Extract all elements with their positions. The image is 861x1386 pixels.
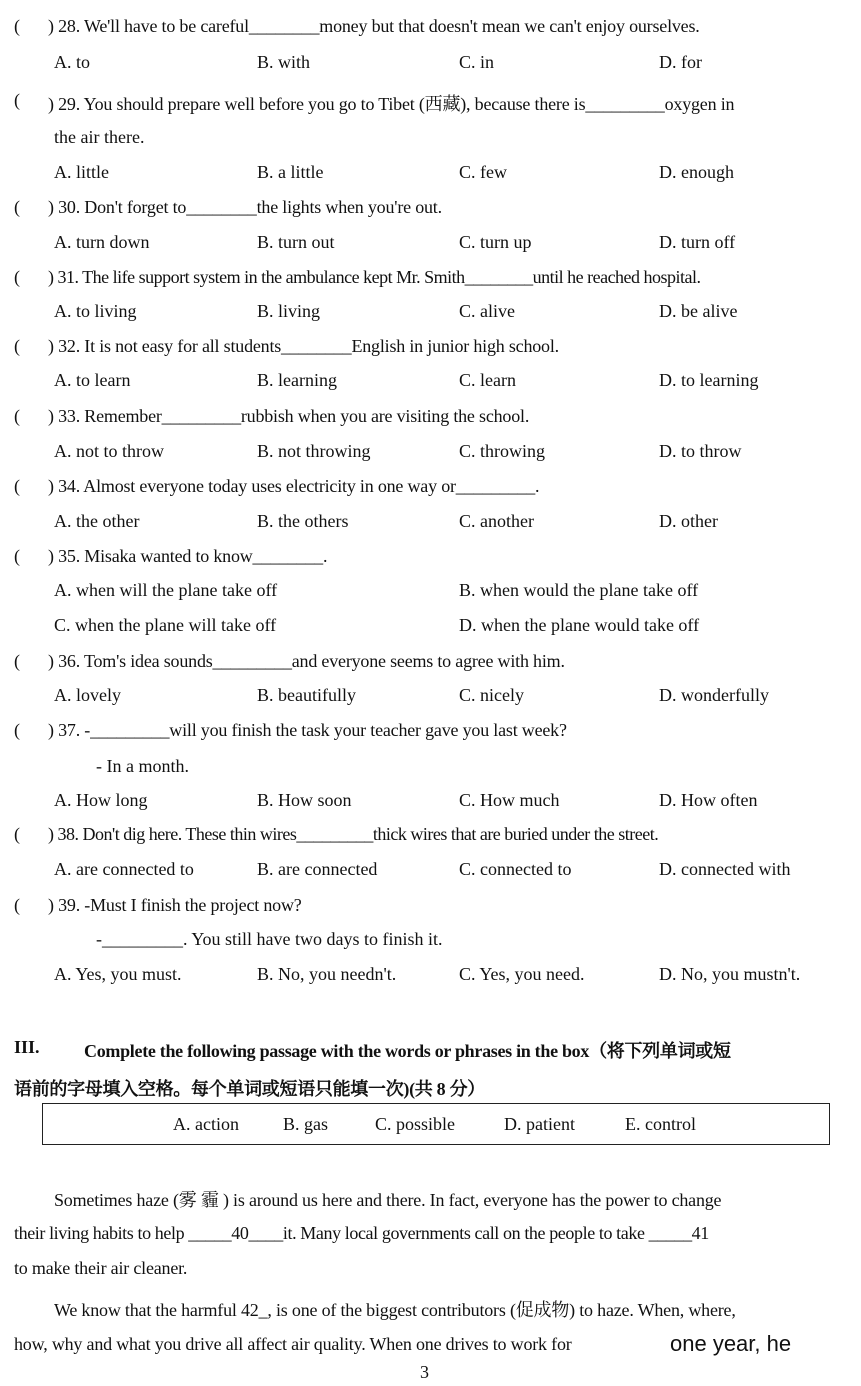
q37-option-c: C. How much [459,790,560,810]
q31-option-d: D. be alive [659,301,738,321]
q32-option-a: A. to learn [54,370,131,390]
q30-option-d: D. turn off [659,232,736,252]
q35-option-c: C. when the plane will take off [54,615,277,635]
passage-line: how, why and what you drive all affect air quality. When one drives to work for [14,1334,572,1354]
passage-line: We know that the harmful 42_, is one of the biggest contributors (促成物) to haze. When, where, [54,1300,736,1320]
question-38-stem: ) 38. Don't dig here. These thin wires_________thick wires that are buried under the street. [48,824,659,844]
word-box-item: D. patient [504,1114,575,1134]
question-32-stem: ) 32. It is not easy for all students________English in junior high school. [48,336,559,356]
question-31-stem: ) 31. The life support system in the ambulance kept Mr. Smith________until he reached hospital. [48,267,701,287]
question-39-stem-cont: -_________. You still have two days to finish it. [96,929,443,949]
answer-paren: ( [14,267,20,287]
question-28-stem: ) 28. We'll have to be careful________money but that doesn't mean we can't enjoy ourselves. [48,16,700,36]
answer-paren: ( [14,406,20,426]
q39-option-a: A. Yes, you must. [54,964,182,984]
question-39-stem: ) 39. -Must I finish the project now? [48,895,302,915]
q28-option-c: C. in [459,52,495,72]
q29-option-c: C. few [459,162,507,182]
question-30-stem: ) 30. Don't forget to________the lights when you're out. [48,197,442,217]
q30-option-c: C. turn up [459,232,532,252]
q39-option-b: B. No, you needn't. [257,964,397,984]
question-37-stem-cont: - In a month. [96,756,189,776]
question-29-stem-cont: the air there. [54,127,145,147]
q34-option-b: B. the others [257,511,349,531]
q37-option-b: B. How soon [257,790,352,810]
answer-paren: ( [14,720,20,740]
q30-option-a: A. turn down [54,232,150,252]
question-36-stem: ) 36. Tom's idea sounds_________and everyone seems to agree with him. [48,651,565,671]
q31-option-c: C. alive [459,301,515,321]
q39-option-c: C. Yes, you need. [459,964,585,984]
q29-option-d: D. enough [659,162,734,182]
q33-option-c: C. throwing [459,441,546,461]
passage-line: to make their air cleaner. [14,1258,188,1278]
q38-option-b: B. are connected [257,859,378,879]
q36-option-d: D. wonderfully [659,685,769,705]
q28-option-d: D. for [659,52,702,72]
q33-option-b: B. not throwing [257,441,371,461]
passage-line: Sometimes haze (雾 霾 ) is around us here and there. In fact, everyone has the power to change [54,1190,722,1210]
word-box [42,1103,830,1145]
q28-option-b: B. with [257,52,311,72]
q29-option-b: B. a little [257,162,324,182]
q33-option-a: A. not to throw [54,441,164,461]
q34-option-c: C. another [459,511,534,531]
question-37-stem: ) 37. -_________will you finish the task your teacher gave you last week? [48,720,567,740]
q29-option-a: A. little [54,162,109,182]
q34-option-d: D. other [659,511,718,531]
word-box-item: A. action [173,1114,239,1134]
q37-option-d: D. How often [659,790,758,810]
q35-option-d: D. when the plane would take off [459,615,700,635]
word-box-item: C. possible [375,1114,456,1134]
passage-line: their living habits to help _____40____it. Many local governments call on the people to take _____41 [14,1223,709,1243]
answer-paren: ( [14,197,20,217]
q33-option-d: D. to throw [659,441,742,461]
page-number: 3 [420,1362,429,1382]
question-29-stem: ) 29. You should prepare well before you go to Tibet (西藏), because there is_________oxygen in [48,94,735,114]
q36-option-c: C. nicely [459,685,524,705]
q32-option-b: B. learning [257,370,337,390]
answer-paren: ( [14,90,20,110]
q37-option-a: A. How long [54,790,148,810]
q38-option-d: D. connected with [659,859,791,879]
answer-paren: ( [14,895,20,915]
q34-option-a: A. the other [54,511,140,531]
q30-option-b: B. turn out [257,232,335,252]
q36-option-b: B. beautifully [257,685,356,705]
section-heading-line2: 语前的字母填入空格。每个单词或短语只能填一次)(共 8 分） [14,1079,485,1099]
q38-option-c: C. connected to [459,859,572,879]
answer-paren: ( [14,824,20,844]
q32-option-d: D. to learning [659,370,759,390]
q35-option-b: B. when would the plane take off [459,580,699,600]
q36-option-a: A. lovely [54,685,121,705]
q35-option-a: A. when will the plane take off [54,580,278,600]
q28-option-a: A. to [54,52,90,72]
word-box-item: B. gas [283,1114,328,1134]
answer-paren: ( [14,546,20,566]
question-33-stem: ) 33. Remember_________rubbish when you are visiting the school. [48,406,530,426]
q32-option-c: C. learn [459,370,516,390]
q31-option-a: A. to living [54,301,137,321]
question-34-stem: ) 34. Almost everyone today uses electricity in one way or_________. [48,476,540,496]
answer-paren: ( [14,651,20,671]
overlay-text: one year, he [664,1326,830,1362]
question-35-stem: ) 35. Misaka wanted to know________. [48,546,328,566]
section-heading-line1: Complete the following passage with the words or phrases in the box（将下列单词或短 [84,1041,731,1061]
answer-paren: ( [14,16,20,36]
word-box-item: E. control [625,1114,696,1134]
q39-option-d: D. No, you mustn't. [659,964,801,984]
q38-option-a: A. are connected to [54,859,194,879]
answer-paren: ( [14,336,20,356]
q31-option-b: B. living [257,301,321,321]
answer-paren: ( [14,476,20,496]
section-number: III. [14,1037,40,1057]
